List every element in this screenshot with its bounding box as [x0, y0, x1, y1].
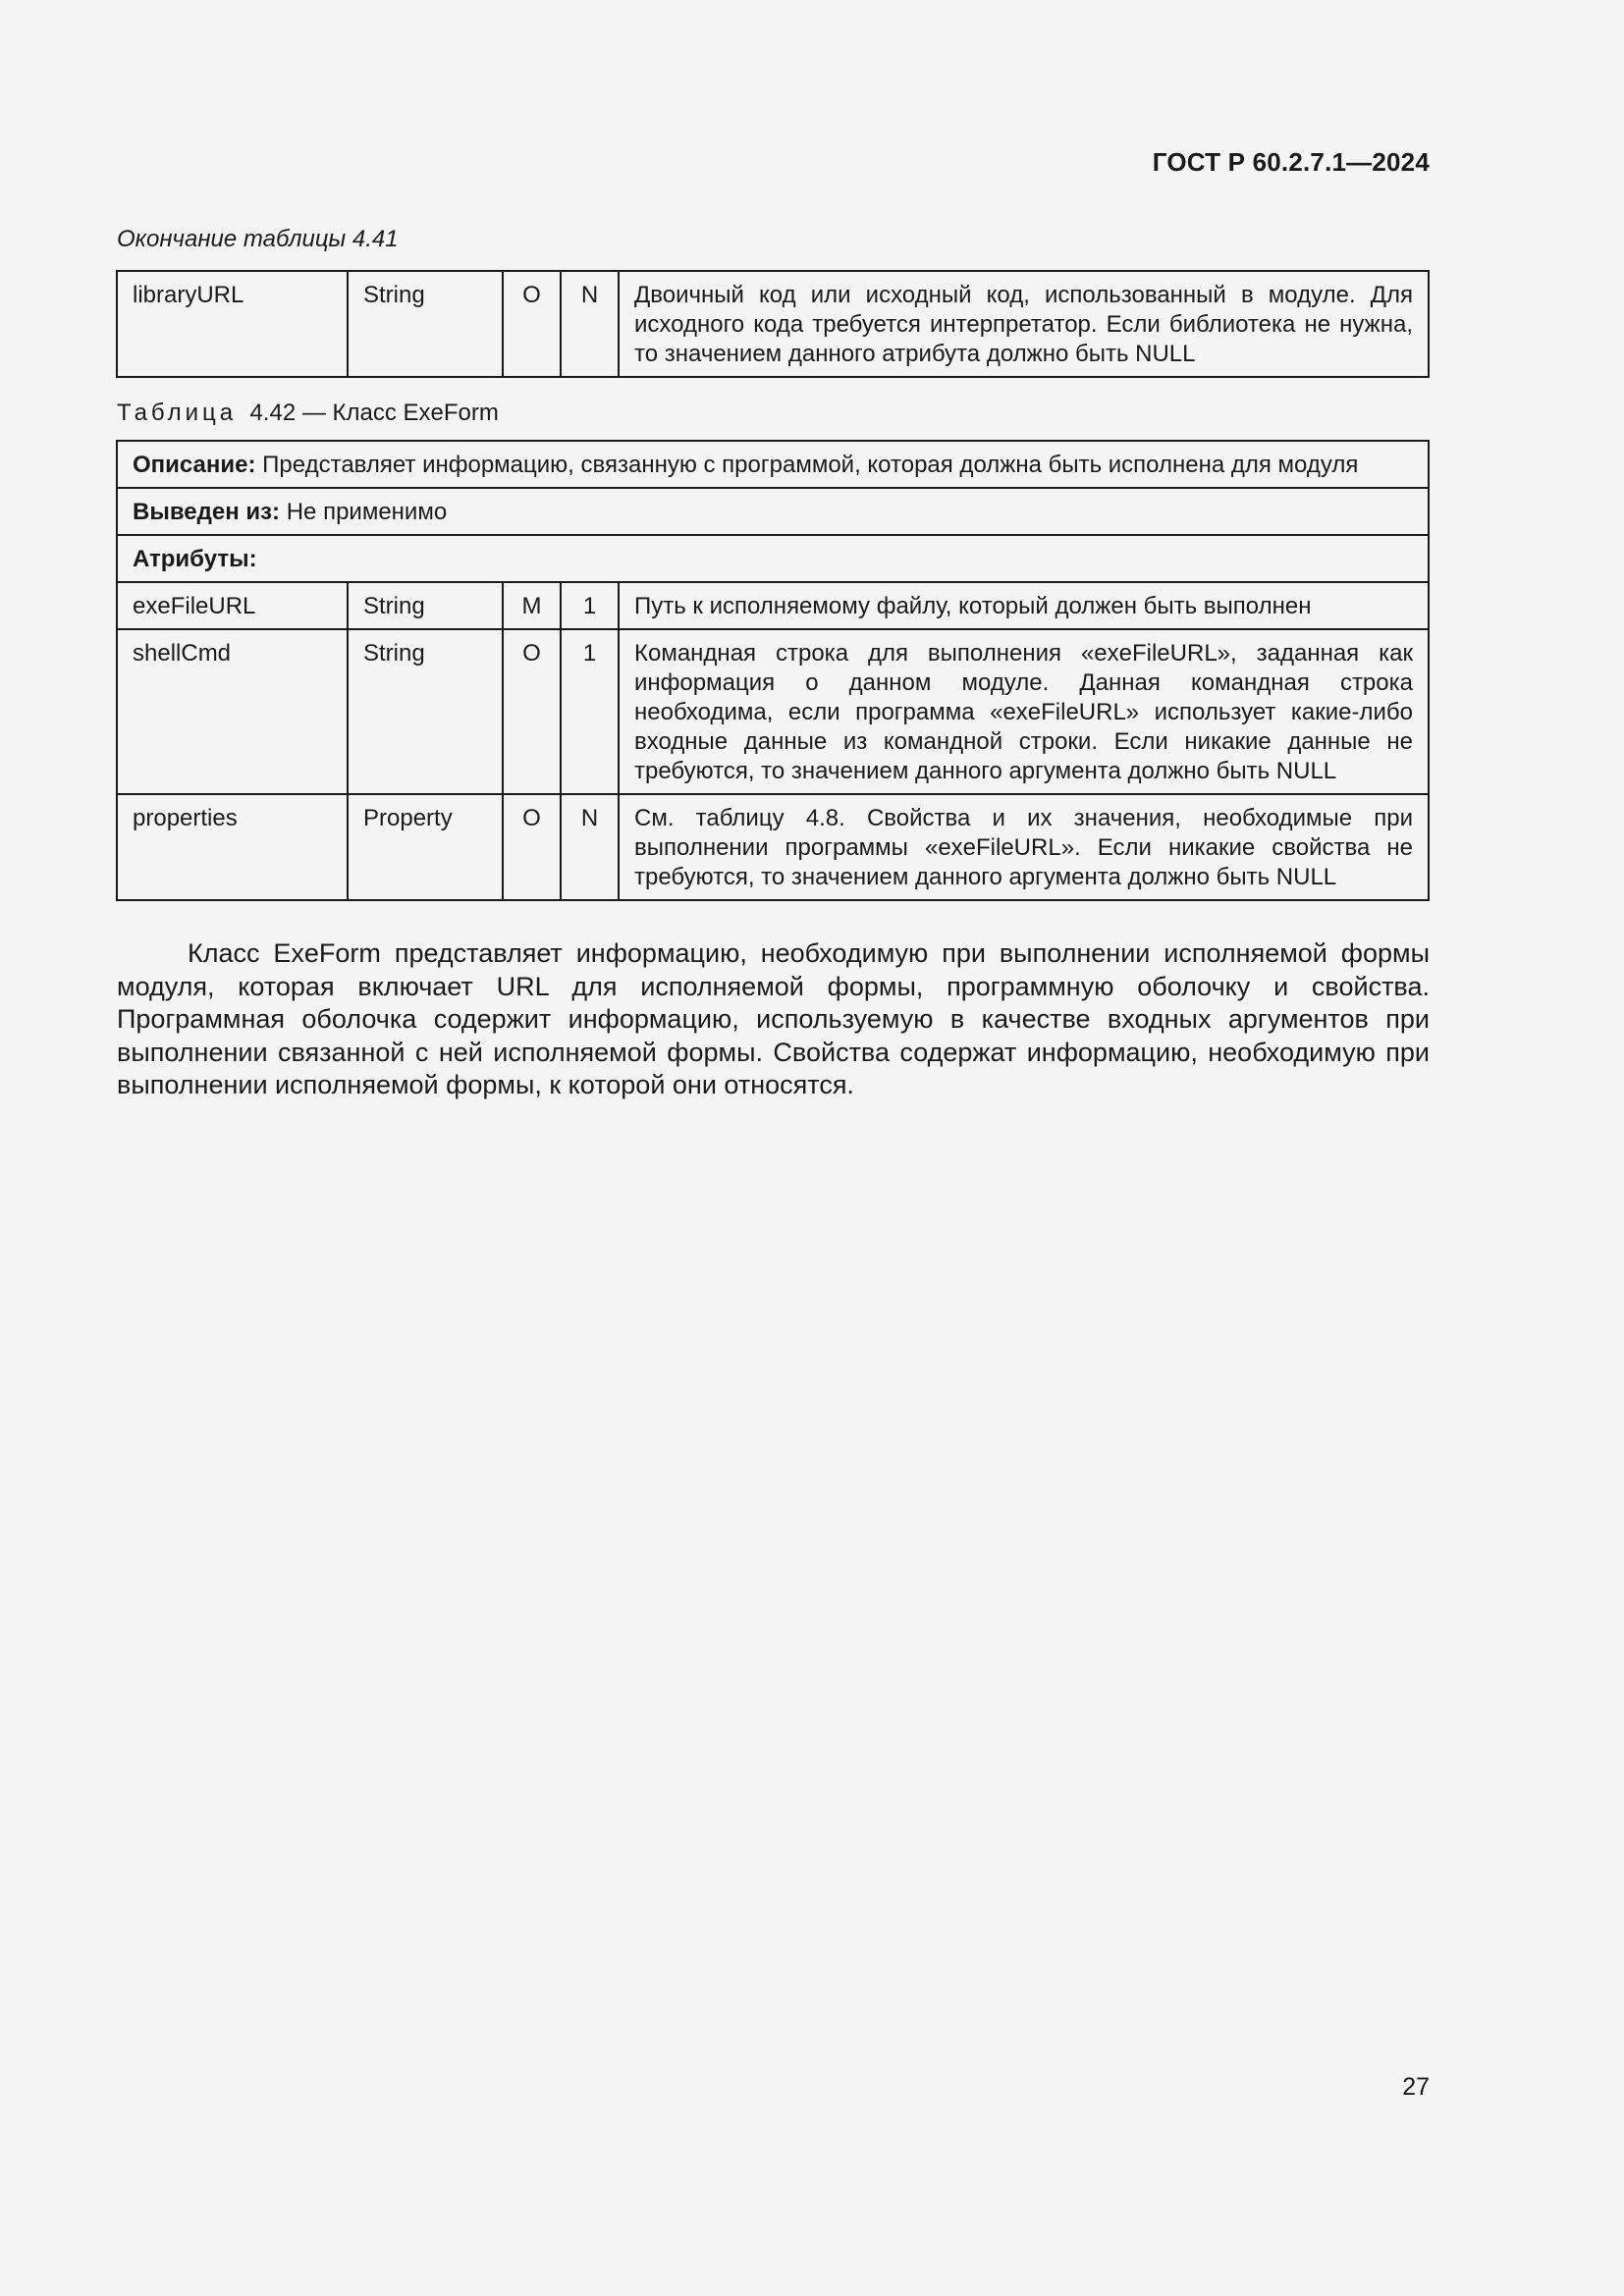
- attr-name: exeFileURL: [117, 582, 348, 629]
- attr-description: Командная строка для выполнения «exeFileURL», заданная как информация о данном модуле. Данная командная строка необходима, если программа «exeFileURL» использует какие-либо входные данные из командной строки. Если никакие данные не требуются, то значением данного аргумента должно быть NULL: [619, 629, 1429, 794]
- table-4-41-end: [116, 270, 1430, 378]
- attr-type: String: [348, 629, 503, 794]
- page-number: 27: [1402, 2073, 1430, 2101]
- attr-type: String: [348, 271, 503, 377]
- attr-req: O: [503, 629, 561, 794]
- table-4-42-caption: [117, 400, 499, 427]
- body-paragraph: Класс ExeForm представляет информацию, необходимую при выполнении исполняемой формы модуля, которая включает URL для исполняемой формы, программную оболочку и свойства. Программная оболочка содержит информацию, используемую в качестве входных аргументов при выполнении связанной с ней исполняемой формы. Свойства содержат информацию, необходимую при выполнении исполняемой формы, к которой они относятся.: [117, 938, 1430, 1099]
- table-row: [117, 794, 1429, 900]
- table-row: [117, 271, 1429, 377]
- attr-name: shellCmd: [117, 629, 348, 794]
- attributes-label: Атрибуты:: [133, 546, 257, 572]
- table-row: [117, 629, 1429, 794]
- description-row: [117, 441, 1429, 488]
- table-4-42: [116, 440, 1430, 901]
- attributes-header-row: [117, 535, 1429, 582]
- caption-rest: 4.42 — Класс ExeForm: [249, 400, 499, 426]
- table-row: [117, 582, 1429, 629]
- attr-description: См. таблицу 4.8. Свойства и их значения, необходимые при выполнении программы «exeFileURL». Если никакие свойства не требуются, то значением данного аргумента должно быть NULL: [619, 794, 1429, 900]
- attr-req: O: [503, 271, 561, 377]
- attr-req: M: [503, 582, 561, 629]
- attr-type: Property: [348, 794, 503, 900]
- attr-description: Двоичный код или исходный код, использованный в модуле. Для исходного кода требуется интерпретатор. Если библиотека не нужна, то значением данного атрибута должно быть NULL: [619, 271, 1429, 377]
- attr-description: Путь к исполняемому файлу, который должен быть выполнен: [619, 582, 1429, 629]
- attr-name: libraryURL: [117, 271, 348, 377]
- table-continuation-caption: Окончание таблицы 4.41: [117, 226, 399, 252]
- derived-row: [117, 488, 1429, 535]
- attr-mult: 1: [561, 629, 619, 794]
- description-label: Описание:: [133, 452, 256, 478]
- caption-prefix: Таблица: [117, 400, 238, 426]
- attr-mult: N: [561, 271, 619, 377]
- derived-label: Выведен из:: [133, 499, 281, 525]
- attr-name: properties: [117, 794, 348, 900]
- description-text: Представляет информацию, связанную с программой, которая должна быть исполнена для модуля: [262, 452, 1359, 478]
- attr-type: String: [348, 582, 503, 629]
- standard-designation: ГОСТ Р 60.2.7.1—2024: [1152, 147, 1430, 177]
- attr-mult: N: [561, 794, 619, 900]
- derived-text: Не применимо: [286, 499, 448, 525]
- attr-mult: 1: [561, 582, 619, 629]
- attr-req: O: [503, 794, 561, 900]
